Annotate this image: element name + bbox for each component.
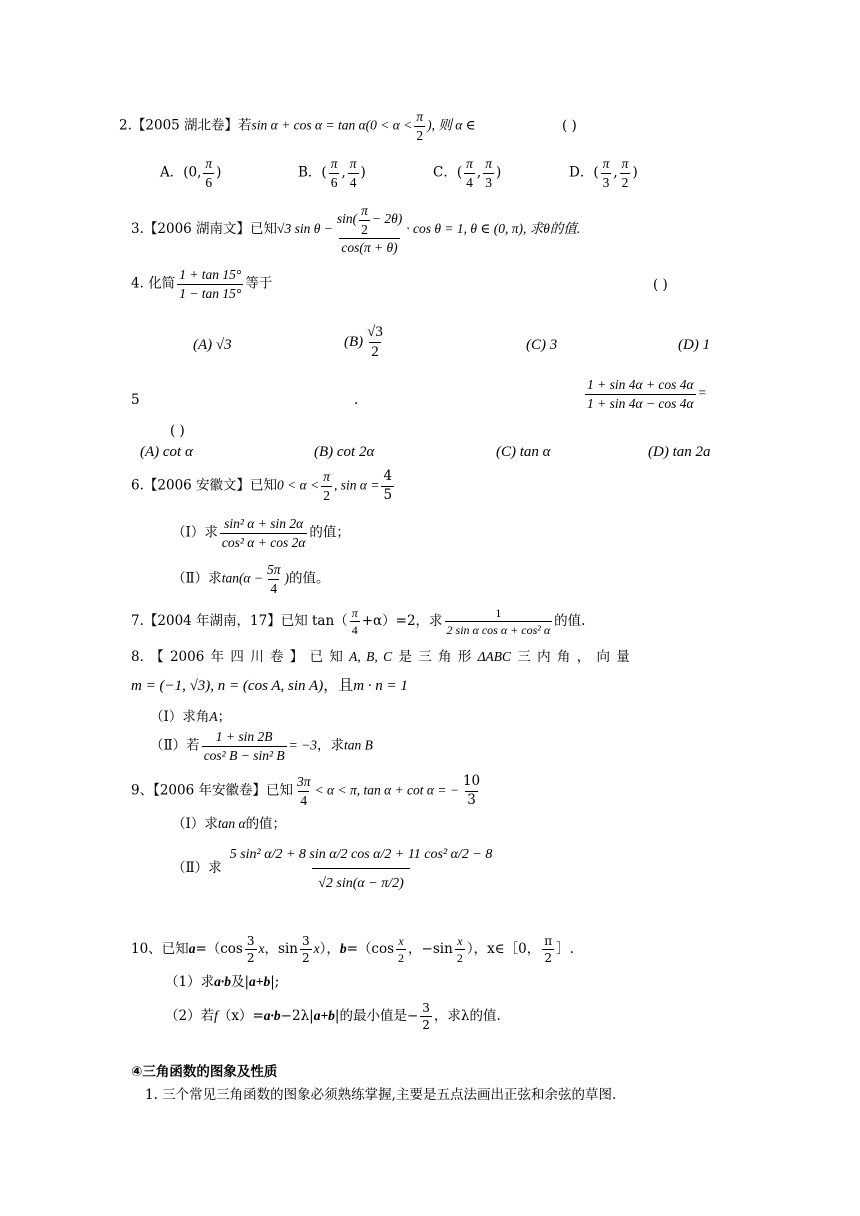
q3-expr-a: √3 sin θ − xyxy=(277,220,333,236)
q10-part1-mid: 及| xyxy=(230,974,250,990)
q10-range: x∈［0， xyxy=(487,941,541,957)
q6-stem xyxy=(131,470,396,502)
frac-num: 5π xyxy=(267,562,281,577)
frac-den: √2 sin(α − π/2) xyxy=(312,868,410,891)
q3-number: 3. xyxy=(131,220,144,237)
q2-option-label: B． xyxy=(298,164,322,181)
q6-frac1 xyxy=(321,470,332,502)
q4-option-d: (D) 1 xyxy=(678,337,711,353)
q10-vector-a: a xyxy=(188,941,196,956)
q8-cond-pre: ，且 xyxy=(323,676,354,694)
frac-num: 1 + sin 4α + cos 4α xyxy=(587,377,694,392)
q10-part1-expr: a·b xyxy=(214,974,231,989)
q9-equation: < α < π, tan α + cot α = − xyxy=(314,782,459,798)
q10-a-mid: ，sin xyxy=(264,941,298,957)
q2-option-frac xyxy=(620,157,631,189)
q8-stem xyxy=(131,650,630,665)
q9-part2 xyxy=(172,846,500,891)
q4-text: 化简 xyxy=(148,275,176,292)
q6-part2-post: ) xyxy=(284,570,290,586)
q6-part2-tail: 的值。 xyxy=(289,570,330,587)
frac-den: 4 xyxy=(349,174,357,190)
q8-part2-eq: = −3 xyxy=(288,737,317,753)
q3-num-post: − 2θ) xyxy=(371,211,403,227)
q5-fraction xyxy=(585,378,696,410)
frac-den: cos² B − sin² B xyxy=(203,747,285,763)
frac-den: 2 xyxy=(422,1018,430,1032)
frac-num: π xyxy=(349,156,357,171)
q4-number: 4. xyxy=(131,275,144,292)
q10-vector-b: b xyxy=(339,941,347,956)
q6-part2-pre: tan(α − xyxy=(221,570,264,586)
frac-num: 3π xyxy=(297,774,311,789)
q3-frac-num xyxy=(335,204,404,238)
q9-frac1 xyxy=(295,775,313,807)
frac-den: 2 xyxy=(301,951,310,965)
frac-num: π xyxy=(351,606,358,620)
q10-part2-expr: a·b xyxy=(263,1008,281,1023)
q9-frac2 xyxy=(461,775,482,807)
q8-part1-label: （Ⅰ）求角 xyxy=(150,709,210,725)
q8-part2-frac xyxy=(202,730,287,762)
frac-den: 2 xyxy=(361,221,368,237)
q5-option-b: (B) cot 2α xyxy=(314,444,375,460)
q10-number: 10、已知 xyxy=(131,941,189,957)
q8-part1-var: A xyxy=(209,709,218,724)
frac-den: 5 xyxy=(383,486,393,503)
q6-part2-label: （Ⅱ）求 xyxy=(172,570,222,587)
q2-option-post: ) xyxy=(632,164,638,181)
section-item-1: 1. 三个常见三角函数的图象必须熟练掌握,主要是五点法画出正弦和余弦的草图. xyxy=(145,1087,617,1103)
q2-equation: sin α + cos α = tan α(0 < α < xyxy=(251,117,413,133)
frac-den: 4 xyxy=(351,623,358,637)
q6-eq2: , sin α = xyxy=(334,477,380,493)
q10-frac2 xyxy=(300,935,312,964)
frac-num: π xyxy=(361,203,368,218)
q10-part1-label: （1）求 xyxy=(165,974,215,990)
q2-source: 【2005 湖北卷】 xyxy=(131,117,239,134)
q4-fraction xyxy=(177,268,243,300)
q10-b-eq: =（cos xyxy=(346,941,395,957)
q3-frac-den: cos(π + θ) xyxy=(341,240,398,255)
q8-triangle: ΔABC xyxy=(477,649,512,664)
q3-text: 已知 xyxy=(250,220,278,237)
q10-part2-f: f xyxy=(214,1008,218,1023)
q9-source: 【2006 年安徽卷】 xyxy=(153,782,266,799)
q9-stem xyxy=(131,775,484,807)
frac-den: 2 xyxy=(246,951,255,965)
q8-end: 三 内 角 ， 向 量 xyxy=(517,649,630,665)
q7-source: 【2004 年湖南，17】 xyxy=(143,613,281,629)
frac-den: 1 + sin 4α − cos 4α xyxy=(587,395,694,411)
q8-vector-defs: m = (−1, √3), n = (cos A, sin A) xyxy=(131,678,324,694)
q2-option-pre: ( xyxy=(321,164,327,181)
section-title: ④三角函数的图象及性质 xyxy=(131,1064,278,1080)
q5-option-c: (C) tan α xyxy=(496,444,551,460)
q2-option-post: ) xyxy=(360,164,366,181)
q10-part2-frac xyxy=(420,1002,432,1031)
frac-num: π xyxy=(544,934,553,948)
q8-mid: 是 三 角 形 xyxy=(398,649,472,665)
q6-part2-frac xyxy=(265,563,283,595)
q7-text1: 已知 tan（ xyxy=(280,613,348,629)
q3-inner-frac xyxy=(359,204,370,236)
q8-part2-var: tan B xyxy=(344,737,373,753)
q8-vectors xyxy=(131,678,408,694)
q2-frac-den: 2 xyxy=(416,127,424,143)
q9-part2-frac xyxy=(224,846,499,891)
q7-tail: 的值. xyxy=(554,613,586,629)
frac-den: 4 xyxy=(466,174,473,190)
q10-part1-end: |; xyxy=(270,974,280,990)
q10-part2-c: |的最小值是− xyxy=(334,1008,419,1024)
q6-part2 xyxy=(172,563,330,595)
frac-den: 2 xyxy=(456,951,463,965)
frac-num: √3 xyxy=(367,324,383,340)
q4-option-b-frac xyxy=(365,325,385,360)
frac-den: 4 xyxy=(270,580,278,596)
q2-option-frac xyxy=(483,157,494,189)
q8-part2-tail: ，求 xyxy=(317,737,344,754)
q3-stem xyxy=(131,204,580,255)
q4-option-b xyxy=(344,325,387,360)
frac-num: 3 xyxy=(246,934,255,948)
frac-den: 3 xyxy=(602,174,610,190)
q2-option-frac xyxy=(464,157,475,189)
q5-option-d: (D) tan 2a xyxy=(648,444,711,460)
q6-source: 【2006 安徽文】 xyxy=(143,477,251,494)
frac-num: sin² α + sin 2α xyxy=(224,516,304,531)
q9-part1-var: tan α xyxy=(217,816,246,831)
q4-text-end: 等于 xyxy=(245,275,273,292)
q9-part1-label: （Ⅰ）求 xyxy=(172,816,218,832)
q5-number: 5 xyxy=(131,392,140,408)
frac-num: 1 xyxy=(495,606,502,620)
q2-number: 2. xyxy=(119,117,132,134)
q2-option-frac xyxy=(348,157,359,189)
q10-a-end: ）， xyxy=(319,941,340,957)
q8-condition: m · n = 1 xyxy=(353,678,408,694)
q4-option-a: (A) √3 xyxy=(193,337,232,353)
q2-option-pre: ( xyxy=(593,164,599,181)
q7-frac2 xyxy=(445,607,553,636)
q10-part1-expr2: a+b xyxy=(249,974,271,989)
frac-den: 6 xyxy=(205,174,213,190)
frac-den: 3 xyxy=(485,174,492,190)
q3-source: 【2006 湖南文】 xyxy=(143,220,251,237)
q7-frac1 xyxy=(350,607,360,636)
q2-option-pre: ( xyxy=(456,164,463,181)
q10-frac1 xyxy=(245,935,257,964)
q3-expr-b: · cos θ = 1, θ ∈ (0, π), 求θ的值. xyxy=(406,220,581,236)
frac-num: x xyxy=(398,934,404,948)
q2-fraction xyxy=(414,110,425,142)
q2-option-label: A． xyxy=(160,164,184,181)
q6-part1-tail: 的值； xyxy=(309,524,350,541)
frac-num: π xyxy=(330,156,338,171)
q10-frac5 xyxy=(542,935,554,964)
q2-option-d: D．( $\frac{\pi}{3}$ , $\frac{\pi}{2}$ ) xyxy=(569,156,638,190)
q7-number: 7. xyxy=(131,613,144,629)
q10-part2-label: （2）若 xyxy=(165,1008,215,1024)
q4-answer-paren: ( ) xyxy=(653,277,668,293)
frac-num: x xyxy=(457,934,463,948)
q2-frac-num: π xyxy=(416,109,424,124)
frac-num: 5 sin² α/2 + 8 sin α/2 cos α/2 + 11 cos² α/2 − 8 xyxy=(229,847,493,862)
q9-text: 已知 xyxy=(266,782,293,799)
frac-den: 2 sin α cos α + cos² α xyxy=(446,623,551,637)
q5-equals: = xyxy=(697,385,707,401)
q10-part2-d: ，求λ的值. xyxy=(433,1008,501,1024)
q9-number: 9、 xyxy=(131,782,154,799)
q2-option-pre: (0, xyxy=(183,164,202,181)
q6-eq1: 0 < α < xyxy=(277,477,320,493)
frac-num: 4 xyxy=(383,468,393,484)
q2-option-frac xyxy=(601,157,612,189)
q8-abc: A, B, C xyxy=(349,649,393,664)
q9-part2-label: （Ⅱ）求 xyxy=(172,859,222,876)
q10-range-end: ］. xyxy=(556,941,574,957)
q10-x: x xyxy=(258,941,265,956)
frac-den: 2 xyxy=(398,951,405,965)
q3-num-pre: sin( xyxy=(336,211,358,227)
frac-num: 10 xyxy=(462,773,481,789)
q5-expression xyxy=(583,378,707,410)
q2-stem xyxy=(119,110,476,142)
q9-part1 xyxy=(172,817,286,832)
q2-equation-tail: ), 则 α ∈ xyxy=(427,117,476,133)
frac-num: π xyxy=(602,156,610,171)
q10-b-mid: ，−sin xyxy=(408,941,453,957)
q2-option-b: B．( $\frac{\pi}{6}$ , $\frac{\pi}{4}$ ) xyxy=(298,156,366,190)
frac-den: 4 xyxy=(300,792,308,808)
q6-part1-frac xyxy=(220,517,308,549)
q5-answer-paren: ( ) xyxy=(170,423,185,439)
q3-fraction xyxy=(335,204,404,255)
frac-num: π xyxy=(485,156,492,171)
q10-frac3 xyxy=(396,935,406,964)
frac-num: π xyxy=(323,469,330,484)
q10-stem xyxy=(131,935,574,964)
q10-part1 xyxy=(165,975,279,990)
frac-den: 2 xyxy=(621,174,629,190)
q8-part1 xyxy=(150,710,231,725)
frac-den: 2 xyxy=(323,487,330,503)
q2-option-c: C．( $\frac{\pi}{4}$ , $\frac{\pi}{3}$ ) xyxy=(433,156,502,190)
q8-part2 xyxy=(150,730,373,762)
q10-part2 xyxy=(165,1002,501,1031)
q10-frac4 xyxy=(455,935,465,964)
frac-den: 2 xyxy=(371,344,379,360)
q6-part1-label: （Ⅰ）求 xyxy=(172,524,218,541)
frac-den: 3 xyxy=(467,791,476,808)
q4-stem xyxy=(131,268,272,300)
frac-num: π xyxy=(621,156,629,171)
q2-option-label: C． xyxy=(433,164,457,181)
q8-part2-label: （Ⅱ）若 xyxy=(150,737,200,754)
frac-num: π xyxy=(205,156,213,171)
q2-option-post: ) xyxy=(495,164,502,181)
q10-x: x xyxy=(313,941,320,956)
q10-a-eq: =（cos xyxy=(195,941,243,957)
q2-text: 若 xyxy=(238,117,252,134)
q6-frac2 xyxy=(381,470,394,502)
q2-option-frac xyxy=(203,157,214,189)
frac-num: 1 + tan 15° xyxy=(179,267,242,282)
q7-text2: +α）=2，求 xyxy=(361,613,443,629)
frac-num: 3 xyxy=(422,1001,430,1015)
q10-part2-expr2: a+b xyxy=(313,1008,335,1023)
q6-part1 xyxy=(172,517,350,549)
q6-text: 已知 xyxy=(250,477,278,494)
q9-part1-tail: 的值； xyxy=(245,816,287,832)
q4-option-b-label: (B) xyxy=(344,333,364,350)
q10-part2-a: （x）= xyxy=(217,1008,264,1024)
q6-number: 6. xyxy=(131,477,144,494)
q10-b-end: ）， xyxy=(466,941,488,957)
q2-option-label: D． xyxy=(569,164,594,181)
frac-den: 1 − tan 15° xyxy=(179,285,242,301)
frac-num: 1 + sin 2B xyxy=(215,729,273,744)
q2-option-post: ) xyxy=(216,164,222,181)
q5-dot: . xyxy=(354,392,359,408)
q7-stem xyxy=(131,607,585,636)
q2-answer-paren: ( ) xyxy=(562,118,577,134)
frac-num: π xyxy=(466,156,473,171)
q8-line1: 8. 【 2006 年 四 川 卷 】 已 知 xyxy=(131,649,343,665)
frac-den: 6 xyxy=(330,174,338,190)
q10-part2-b: −2λ| xyxy=(280,1008,314,1024)
q2-option-frac xyxy=(329,157,340,189)
q8-part1-end: ； xyxy=(217,709,232,725)
frac-num: 3 xyxy=(301,934,310,948)
frac-den: 2 xyxy=(544,951,553,965)
frac-den: cos² α + cos 2α xyxy=(221,534,306,550)
q4-option-c: (C) 3 xyxy=(526,337,558,353)
q5-option-a: (A) cot α xyxy=(140,444,193,460)
q2-option-a xyxy=(160,157,221,189)
